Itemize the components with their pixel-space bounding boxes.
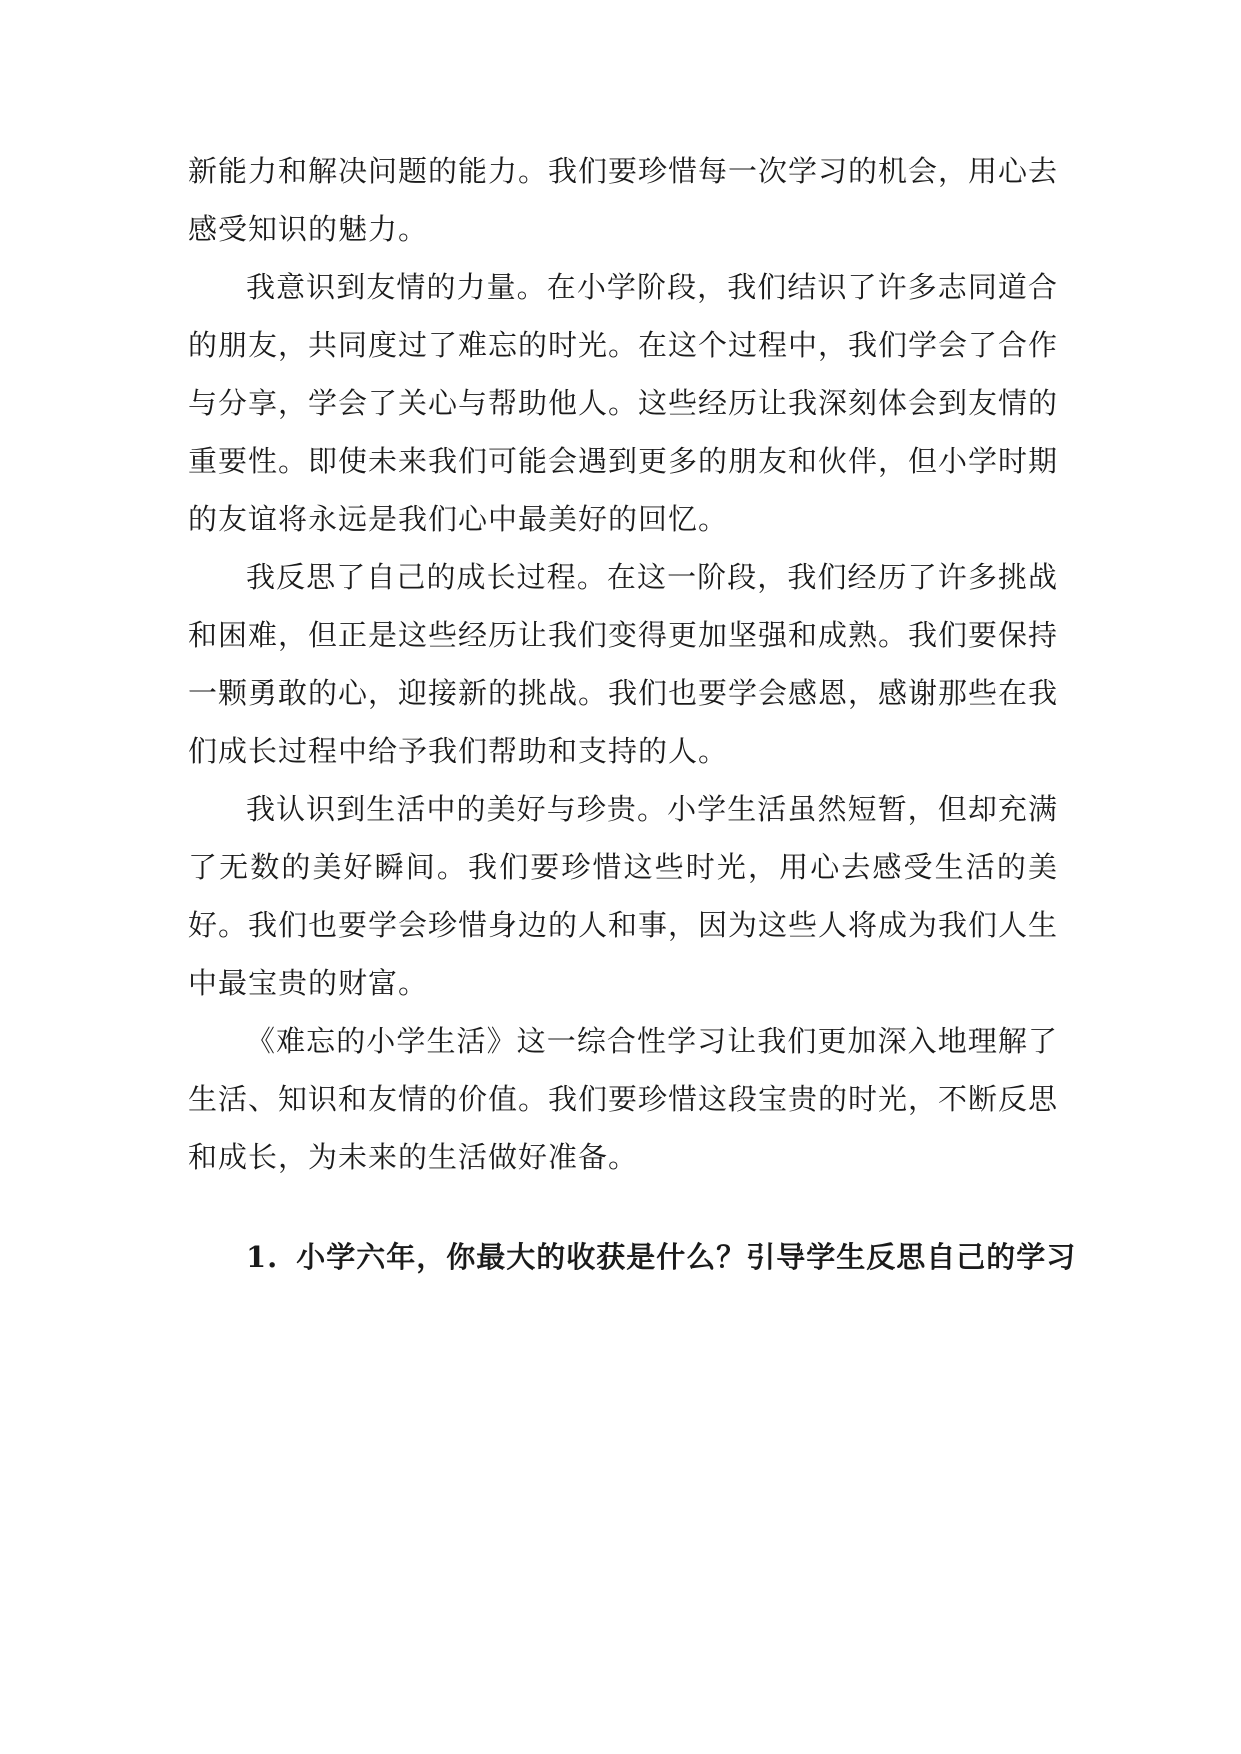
numbered-question xyxy=(188,1228,1077,1286)
paragraph: 我反思了自己的成长过程。在这一阶段，我们经历了许多挑战和困难，但正是这些经历让我们变得更加坚强和成熟。我们要保持一颗勇敢的心，迎接新的挑战。我们也要学会感恩，感谢那些在我们成长过程中给予我们帮助和支持的人。 xyxy=(188,560,1059,768)
paragraph: 我认识到生活中的美好与珍贵。小学生活虽然短暂，但却充满了无数的美好瞬间。我们要珍惜这些时光，用心去感受生活的美好。我们也要学会珍惜身边的人和事，因为这些人将成为我们人生中最宝贵的财富。 xyxy=(188,792,1059,1000)
document-body xyxy=(188,142,1077,1286)
paragraph: 新能力和解决问题的能力。我们要珍惜每一次学习的机会，用心去感受知识的魅力。 xyxy=(188,154,1059,246)
question-text: 小学六年，你最大的收获是什么？引导学生反思自己的学习 xyxy=(296,1240,1077,1274)
question-number: 1. xyxy=(246,1240,279,1274)
paragraph: 我意识到友情的力量。在小学阶段，我们结识了许多志同道合的朋友，共同度过了难忘的时光。在这个过程中，我们学会了合作与分享，学会了关心与帮助他人。这些经历让我深刻体会到友情的重要性。即使未来我们可能会遇到更多的朋友和伙伴，但小学时期的友谊将永远是我们心中最美好的回忆。 xyxy=(188,270,1059,536)
paragraph: 《难忘的小学生活》这一综合性学习让我们更加深入地理解了生活、知识和友情的价值。我们要珍惜这段宝贵的时光，不断反思和成长，为未来的生活做好准备。 xyxy=(188,1024,1059,1174)
